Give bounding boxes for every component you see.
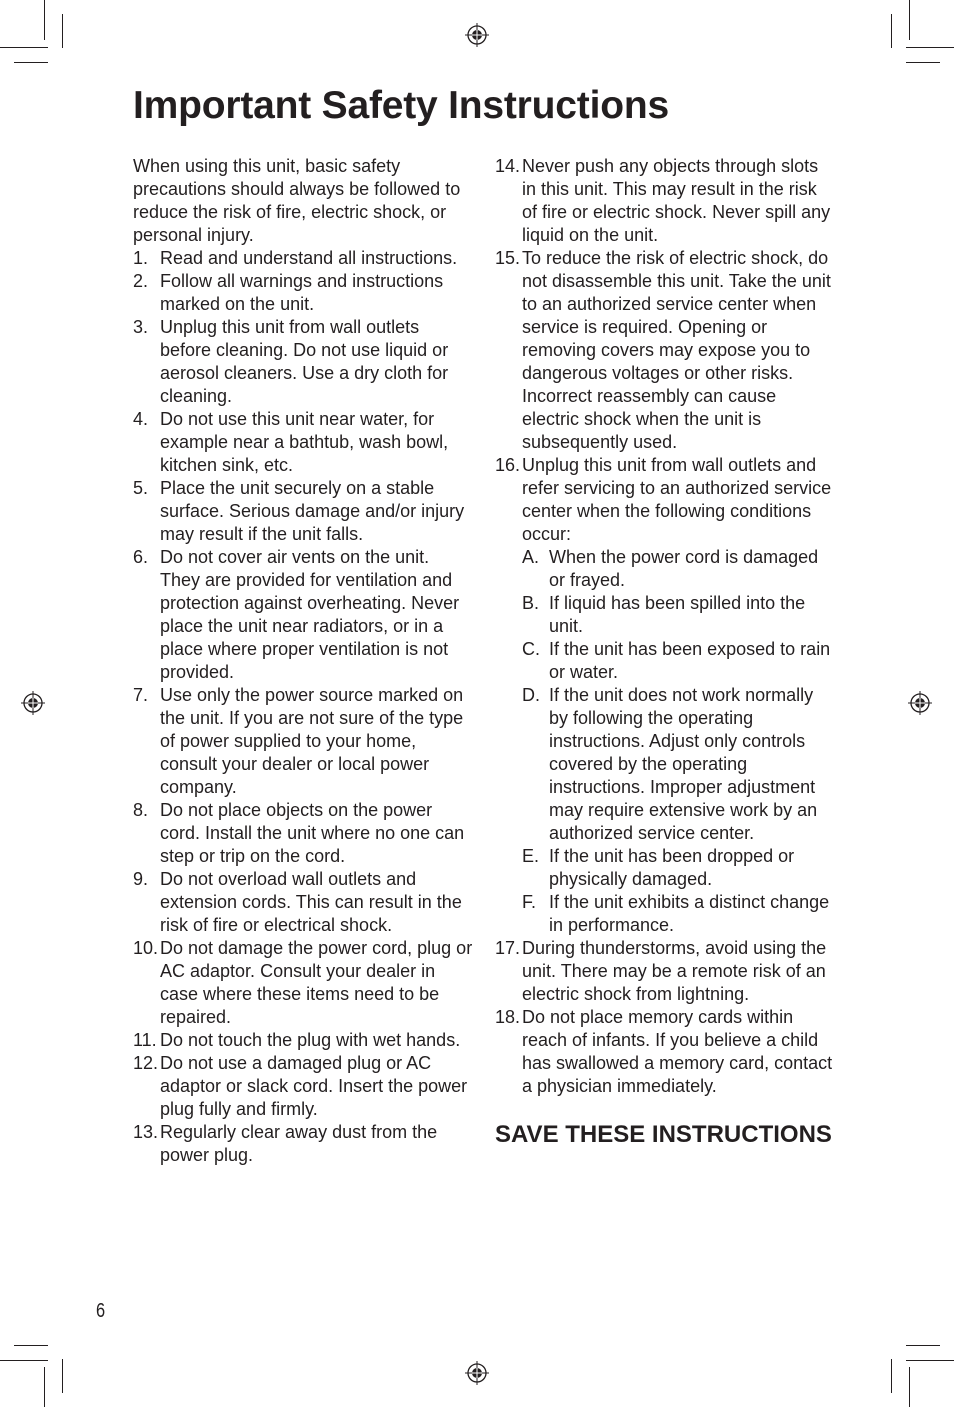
sublist-item — [522, 546, 835, 592]
item-number: 14. — [495, 156, 521, 176]
list-item — [133, 684, 473, 799]
sub-item-text: If the unit has been exposed to rain or water. — [549, 639, 831, 682]
item-text: Do not damage the power cord, plug or AC adaptor. Consult your dealer in case where these items need to be repaired. — [160, 938, 473, 1027]
item-number: 6. — [133, 547, 149, 567]
item-number: 8. — [133, 800, 149, 820]
list-item — [133, 937, 473, 1029]
crop-mark — [909, 0, 910, 40]
item-number: 7. — [133, 685, 149, 705]
item-number: 1. — [133, 248, 149, 268]
page-title: Important Safety Instructions — [133, 84, 669, 127]
sub-item-text: If the unit has been dropped or physically damaged. — [549, 846, 795, 889]
sub-item-text: If the unit does not work normally by following the operating instructions. Adjust only controls covered by the operating instructions. Improper adjustment may require extensive work by an authorized service center. — [549, 685, 818, 843]
sublist-item — [522, 638, 835, 684]
item-number: 13. — [133, 1122, 159, 1142]
item-number: 11. — [133, 1030, 157, 1050]
crop-mark — [44, 0, 45, 40]
item-text: Use only the power source marked on the unit. If you are not sure of the type of power supplied to your home, consult your dealer or local power company. — [160, 685, 464, 797]
item-text: Regularly clear away dust from the power plug. — [160, 1122, 438, 1165]
item-number: 12. — [133, 1053, 159, 1073]
item-number: 9. — [133, 869, 149, 889]
list-item — [133, 316, 473, 408]
list-item — [133, 868, 473, 937]
item-text: Do not touch the plug with wet hands. — [160, 1030, 461, 1050]
item-number: 2. — [133, 271, 149, 291]
list-item — [133, 1029, 473, 1052]
sub-item-letter: B. — [522, 593, 540, 613]
item-number: 18. — [495, 1007, 521, 1027]
item-text: During thunderstorms, avoid using the unit. There may be a remote risk of an electric shock from lightning. — [522, 938, 827, 1004]
crop-mark — [906, 1345, 940, 1346]
crop-mark — [62, 14, 63, 48]
sub-item-text: If the unit exhibits a distinct change in performance. — [549, 892, 830, 935]
item-number: 10. — [133, 938, 159, 958]
list-item — [495, 454, 835, 937]
crop-mark — [0, 47, 48, 48]
sublist-item — [522, 592, 835, 638]
item-number: 16. — [495, 455, 521, 475]
list-item — [133, 247, 473, 270]
list-item — [495, 247, 835, 454]
save-instructions-heading: SAVE THESE INSTRUCTIONS — [495, 1121, 832, 1148]
item-number: 15. — [495, 248, 521, 268]
list-item — [133, 270, 473, 316]
item-text: Do not cover air vents on the unit. They are provided for ventilation and protection against overheating. Never place the unit near radiators, or in a place where proper ventilation is not provided. — [160, 547, 460, 682]
item-text: Do not use this unit near water, for example near a bathtub, wash bowl, kitchen sink, etc. — [160, 409, 449, 475]
list-item — [495, 1006, 835, 1098]
registration-mark-icon — [465, 1361, 489, 1385]
crop-mark — [909, 1367, 910, 1407]
crop-mark — [891, 14, 892, 48]
list-item — [133, 408, 473, 477]
item-number: 3. — [133, 317, 149, 337]
intro-paragraph: When using this unit, basic safety precautions should always be followed to reduce the risk of fire, electric shock, or personal injury. — [133, 156, 461, 245]
sub-item-text: When the power cord is damaged or frayed. — [549, 547, 819, 590]
registration-mark-icon — [465, 23, 489, 47]
sublist-item — [522, 845, 835, 891]
list-item — [495, 155, 835, 247]
crop-mark — [62, 1359, 63, 1393]
crop-mark — [14, 62, 48, 63]
item-text: Unplug this unit from wall outlets and refer servicing to an authorized service center when the following conditions occur: — [522, 455, 832, 544]
instruction-list — [133, 247, 473, 1167]
crop-mark — [906, 1360, 954, 1361]
condition-sublist — [522, 546, 835, 937]
sub-item-letter: E. — [522, 846, 540, 866]
sub-item-letter: C. — [522, 639, 540, 659]
list-item — [133, 1121, 473, 1167]
list-item — [133, 546, 473, 684]
sub-item-letter: D. — [522, 685, 540, 705]
crop-mark — [44, 1367, 45, 1407]
item-text: Read and understand all instructions. — [160, 248, 458, 268]
sub-item-letter: A. — [522, 547, 540, 567]
left-column — [133, 155, 473, 1167]
instruction-list-continued — [495, 155, 835, 1098]
item-text: Do not place memory cards within reach of infants. If you believe a child has swallowed a memory card, contact a physician immediately. — [522, 1007, 833, 1096]
sub-item-letter: F. — [522, 892, 537, 912]
sublist-item — [522, 891, 835, 937]
item-text: Unplug this unit from wall outlets before cleaning. Do not use liquid or aerosol cleaners. Use a dry cloth for cleaning. — [160, 317, 449, 406]
registration-mark-icon — [908, 691, 932, 715]
item-text: Place the unit securely on a stable surface. Serious damage and/or injury may result if the unit falls. — [160, 478, 465, 544]
crop-mark — [906, 47, 954, 48]
list-item — [133, 1052, 473, 1121]
page-number: 6 — [96, 1300, 106, 1322]
right-column — [495, 155, 835, 1149]
crop-mark — [14, 1345, 48, 1346]
list-item — [133, 799, 473, 868]
crop-mark — [906, 62, 940, 63]
registration-mark-icon — [21, 691, 45, 715]
item-text: Do not use a damaged plug or AC adaptor or slack cord. Insert the power plug fully and firmly. — [160, 1053, 468, 1119]
item-text: Never push any objects through slots in this unit. This may result in the risk of fire or electric shock. Never spill any liquid on the unit. — [522, 156, 831, 245]
sublist-item — [522, 684, 835, 845]
item-text: Do not overload wall outlets and extension cords. This can result in the risk of fire or electrical shock. — [160, 869, 462, 935]
item-number: 5. — [133, 478, 149, 498]
item-number: 4. — [133, 409, 149, 429]
sub-item-text: If liquid has been spilled into the unit. — [549, 593, 806, 636]
crop-mark — [0, 1360, 48, 1361]
list-item — [133, 477, 473, 546]
list-item — [495, 937, 835, 1006]
item-text: To reduce the risk of electric shock, do not disassemble this unit. Take the unit to an authorized service center when service is required. Opening or removing covers may expose you to dangerous voltages or other risks. Incorrect reassembly can cause electric shock when the unit is subsequently used. — [522, 248, 831, 452]
crop-mark — [891, 1359, 892, 1393]
item-text: Follow all warnings and instructions marked on the unit. — [160, 271, 444, 314]
item-text: Do not place objects on the power cord. Install the unit where no one can step or trip on the cord. — [160, 800, 465, 866]
item-number: 17. — [495, 938, 521, 958]
